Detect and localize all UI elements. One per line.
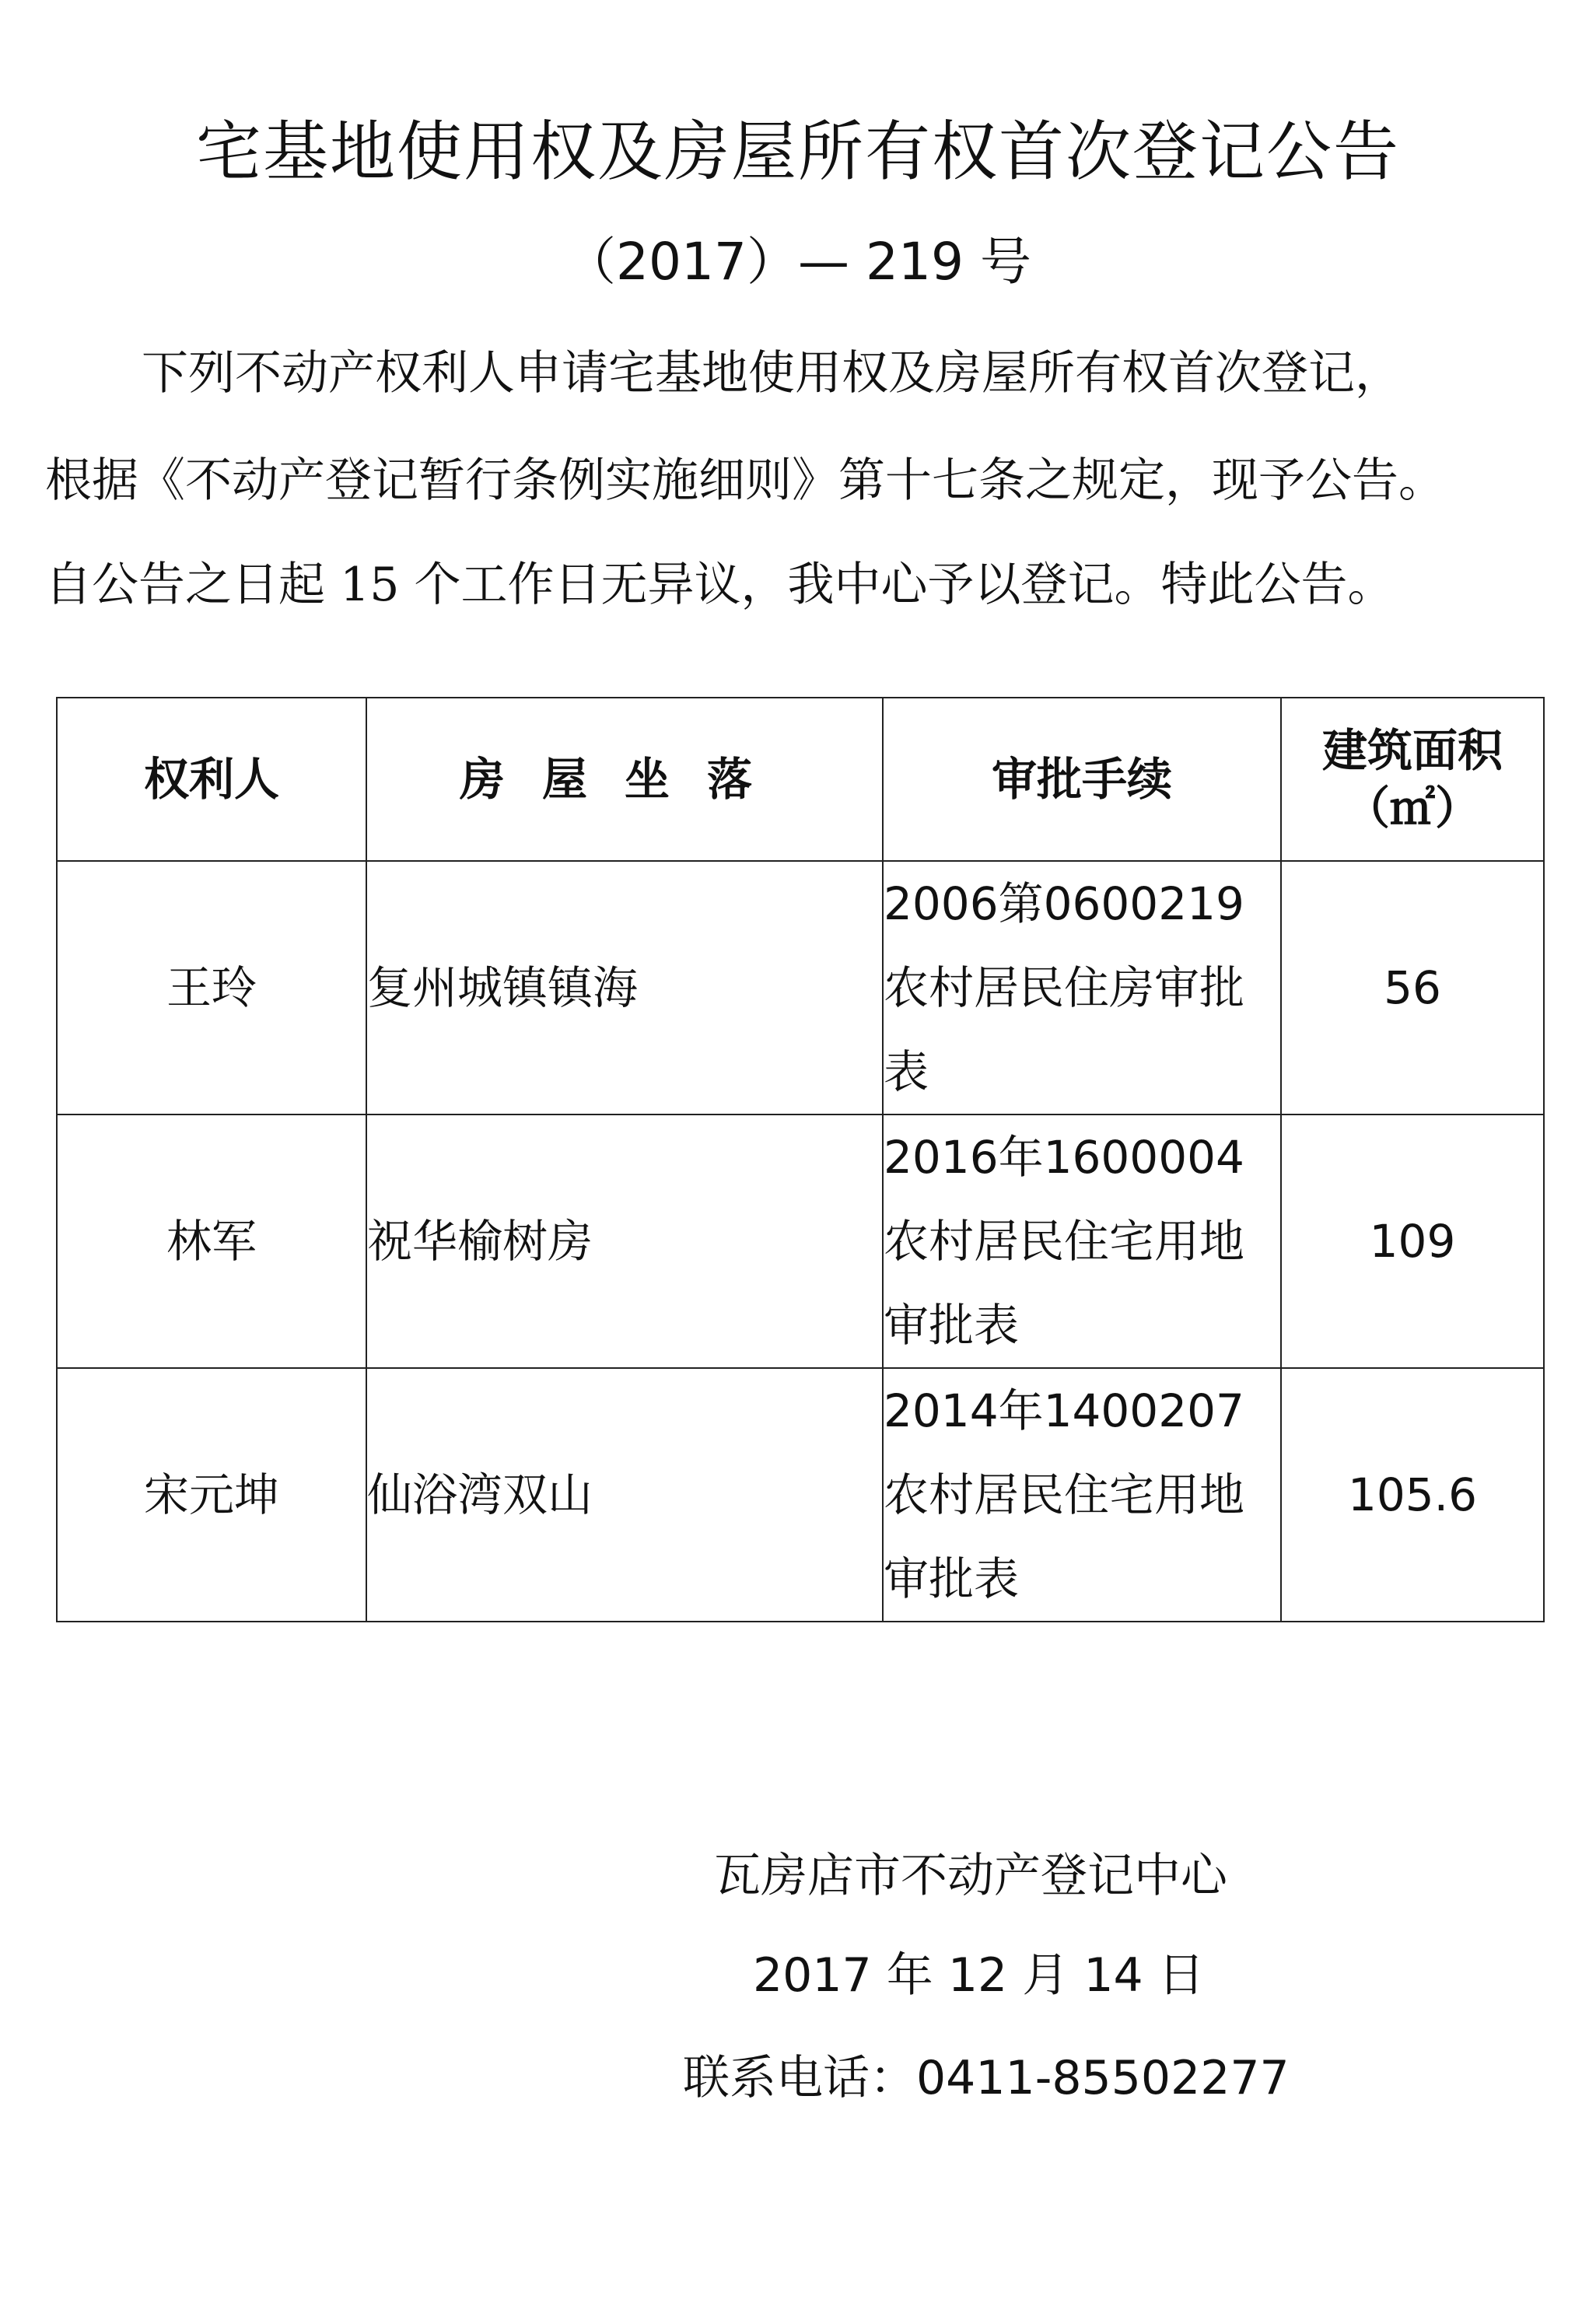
header-area-label: 建筑面积 <box>1321 724 1503 777</box>
notice-title: 宅基地使用权及房屋所有权首次登记公告 <box>195 114 1400 190</box>
header-area-unit: （㎡） <box>1344 782 1480 835</box>
table-row <box>57 1368 1544 1622</box>
header-area <box>1281 698 1544 861</box>
approval-cell: 2016年1600004农村居民住宅用地审批表 <box>883 1115 1281 1368</box>
contact-phone: 联系电话：0411-85502277 <box>683 2051 1290 2105</box>
document-number: （2017）— 219 号 <box>565 232 1031 292</box>
notice-paragraph-line-3: 自公告之日起 15 个工作日无异议，我中心予以登记。特此公告。 <box>45 558 1395 612</box>
header-location <box>366 698 883 861</box>
table-row <box>57 861 1544 1115</box>
table-row <box>57 1115 1544 1368</box>
owner-cell: 林军 <box>57 1115 366 1368</box>
area-cell: 109 <box>1281 1115 1544 1368</box>
issuing-organization: 瓦房店市不动产登记中心 <box>714 1849 1227 1903</box>
location-cell: 祝华榆树房 <box>366 1115 883 1368</box>
header-location-label: 房屋坐落 <box>459 753 789 806</box>
owner-cell: 宋元坤 <box>57 1368 366 1622</box>
table-header-row <box>57 698 1544 861</box>
issue-date: 2017 年 12 月 14 日 <box>753 1948 1205 2003</box>
location-cell: 复州城镇镇海 <box>366 861 883 1115</box>
owner-cell: 王玲 <box>57 861 366 1115</box>
area-cell: 56 <box>1281 861 1544 1115</box>
notice-paragraph-line-1: 下列不动产权利人申请宅基地使用权及房屋所有权首次登记， <box>142 346 1402 401</box>
location-cell: 仙浴湾双山 <box>366 1368 883 1622</box>
notice-paragraph-line-2: 根据《不动产登记暂行条例实施细则》第十七条之规定，现予公告。 <box>45 453 1445 508</box>
registration-table <box>56 697 1545 1622</box>
approval-cell: 2014年1400207农村居民住宅用地审批表 <box>883 1368 1281 1622</box>
header-owner: 权利人 <box>57 698 366 861</box>
approval-cell: 2006第0600219农村居民住房审批表 <box>883 861 1281 1115</box>
area-cell: 105.6 <box>1281 1368 1544 1622</box>
header-approval: 审批手续 <box>883 698 1281 861</box>
